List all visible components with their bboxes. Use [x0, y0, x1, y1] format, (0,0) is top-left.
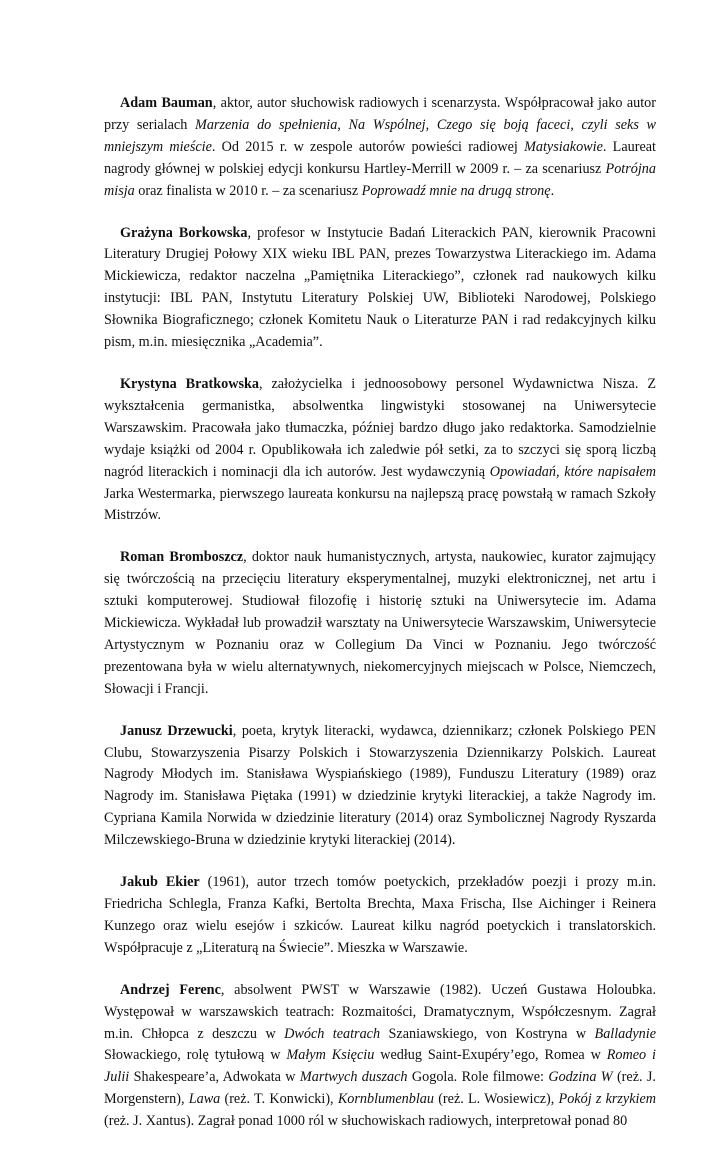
bio-paragraph: [104, 374, 656, 527]
bio-text: ,: [425, 116, 437, 133]
bio-text: Słowackiego, rolę tytułową w: [104, 1047, 287, 1064]
bio-text: . Laureat nagrody głównej w polskiej edycji konkursu Hartley-Merrill w 2009 r. – za scenariusz: [104, 138, 656, 177]
italic-title: Godzina W: [548, 1069, 613, 1086]
italic-title: Kornblumenblau: [337, 1091, 434, 1108]
italic-title: Lawa: [188, 1091, 221, 1108]
bio-paragraph: [104, 721, 656, 852]
italic-title: Matysiakowie: [524, 138, 603, 155]
bio-name: Grażyna Borkowska: [120, 224, 248, 241]
italic-title: Martwych duszach: [299, 1069, 408, 1086]
bio-name: Krystyna Bratkowska: [120, 375, 259, 392]
bio-text: Gogola. Role filmowe:: [407, 1069, 549, 1086]
bio-text: (reż. L. Wosiewicz),: [434, 1091, 559, 1108]
bio-text: , założycielka i jednoosobowy personel Wydawnictwa Nisza. Z wykształcenia germanistka, absolwentka lingwistyki stosowanej na Uniwersytecie Warszawskim. Pracowała jako tłumaczka, później bardzo długo jako redaktorka. Samodzielnie wydaje książki od 2004 r. Opublikowała ich zaledwie pół setki, za to szczyci się sporą liczbą nagród literackich i nominacji dla ich autorów. Jest wydawczynią: [104, 375, 656, 480]
italic-title: Opowiadań, które napisałem: [489, 463, 656, 480]
bio-text: (reż. J. Xantus). Zagrał ponad 1000 ról w słuchowiskach radiowych, interpretował ponad 80: [104, 1113, 628, 1130]
document-page: [104, 93, 656, 1153]
italic-title: Romeo i Julii: [104, 1047, 656, 1086]
bio-text: ,: [337, 116, 349, 133]
italic-title: Małym Księciu: [286, 1047, 375, 1064]
bio-name: Adam Bauman: [120, 95, 213, 111]
bio-text: Jarka Westermarka, pierwszego laureata konkursu na najlepszą pracę powstałą w ramach Szkoły Mistrzów.: [104, 485, 656, 524]
bio-paragraph: [104, 547, 656, 700]
bio-text: Shakespeare’a, Adwokata w: [129, 1069, 300, 1086]
bio-text: . Od 2015 r. w zespole autorów powieści radiowej: [211, 138, 525, 155]
bio-text: , poeta, krytyk literacki, wydawca, dziennikarz; członek Polskiego PEN Clubu, Stowarzyszenia Pisarzy Polskich i Stowarzyszenia Dziennikarzy Polskich. Laureat Nagrody Młodych im. Stanisława Wyspiańskiego (1989), Funduszu Literatury (1989) oraz Nagrody im. Stanisława Piętaka (1991) w dziedzinie krytyki literackiej, a także Nagrody im. Cypriana Kamila Norwida w dziedzinie literatury (2014) oraz Symbolicznej Nagrody Ryszarda Milczewskiego-Bruna w dziedzinie krytyki literackiej (2014).: [104, 722, 656, 849]
bio-name: Andrzej Ferenc: [120, 981, 221, 998]
bio-text: , aktor, autor słuchowisk radiowych i scenarzysta. Współpracował jako autor przy serialach: [104, 95, 656, 133]
italic-title: Balladynie: [594, 1025, 656, 1042]
bio-paragraph: [104, 872, 656, 960]
italic-title: Poprowadź mnie na drugą stronę: [361, 182, 551, 199]
bio-text: Szaniawskiego, von Kostryna w: [380, 1025, 595, 1042]
italic-title: Na Wspólnej: [348, 116, 426, 133]
bio-text: (reż. J. Morgenstern),: [104, 1069, 656, 1108]
bio-text: oraz finalista w 2010 r. – za scenariusz: [134, 182, 362, 199]
bio-name: Roman Bromboszcz: [120, 549, 244, 566]
bio-text: , profesor w Instytucie Badań Literackich PAN, kierownik Pracowni Literatury Drugiej Połowy XIX wieku IBL PAN, prezes Towarzystwa Literackiego im. Adama Mickiewicza, redaktor naczelna „Pamiętnika Literackiego”, członek rad naukowych kilku instytucji: IBL PAN, Instytutu Literatury Polskiej UW, Biblioteki Narodowej, Polskiego Słownika Biograficznego; członek Komitetu Nauk o Literaturze PAN i rad redakcyjnych kilku pism, m.in. miesięcznika „Academia”.: [104, 224, 657, 351]
bio-paragraph: [104, 93, 656, 203]
bio-paragraph: [104, 980, 656, 1133]
bio-text: (1961), autor trzech tomów poetyckich, przekładów poezji i prozy m.in. Friedricha Schlegla, Franza Kafki, Bertolta Brechta, Maxa Frischa, Ilse Aichinger i Reinera Kunzego oraz wielu esejów i szkiców. Laureat kilku nagród poetyckich i translatorskich. Współpracuje z „Literaturą na Świecie”. Mieszka w Warszawie.: [104, 874, 656, 956]
bio-name: Jakub Ekier: [120, 874, 200, 891]
italic-title: Marzenia do spełnienia: [195, 116, 338, 133]
italic-title: Dwóch teatrach: [284, 1025, 381, 1042]
bio-name: Janusz Drzewucki: [120, 722, 233, 739]
bio-text: .: [550, 182, 555, 199]
italic-title: Pokój z krzykiem: [558, 1091, 656, 1108]
bio-text: (reż. T. Konwicki),: [220, 1091, 338, 1108]
italic-title: Czego się boją faceci, czyli seks w mniejszym mieście: [104, 116, 657, 155]
bio-paragraph: [104, 223, 656, 354]
bio-text: , absolwent PWST w Warszawie (1982). Uczeń Gustawa Holoubka. Występował w warszawskich teatrach: Rozmaitości, Dramatycznym, Współczesnym. Zagrał m.in. Chłopca z deszczu w: [104, 981, 656, 1042]
bio-text: , doktor nauk humanistycznych, artysta, naukowiec, kurator zajmujący się twórczością na przecięciu literatury eksperymentalnej, muzyki elektronicznej, net artu i sztuki komputerowej. Studiował filozofię i historię sztuki na Uniwersytecie im. Adama Mickiewicza. Wykładał lub prowadził warsztaty na Uniwersytecie Warszawskim, Uniwersytecie Artystycznym w Poznaniu oraz w Collegium Da Vinci w Poznaniu. Jego twórczość prezentowana była w wielu alternatywnych, niekomercyjnych miejscach w Polsce, Niemczech, Słowacji i Francji.: [104, 549, 656, 697]
italic-title: Potrójna misja: [104, 160, 656, 199]
bio-text: według Saint-Exupéry’ego, Romea w: [374, 1047, 607, 1064]
